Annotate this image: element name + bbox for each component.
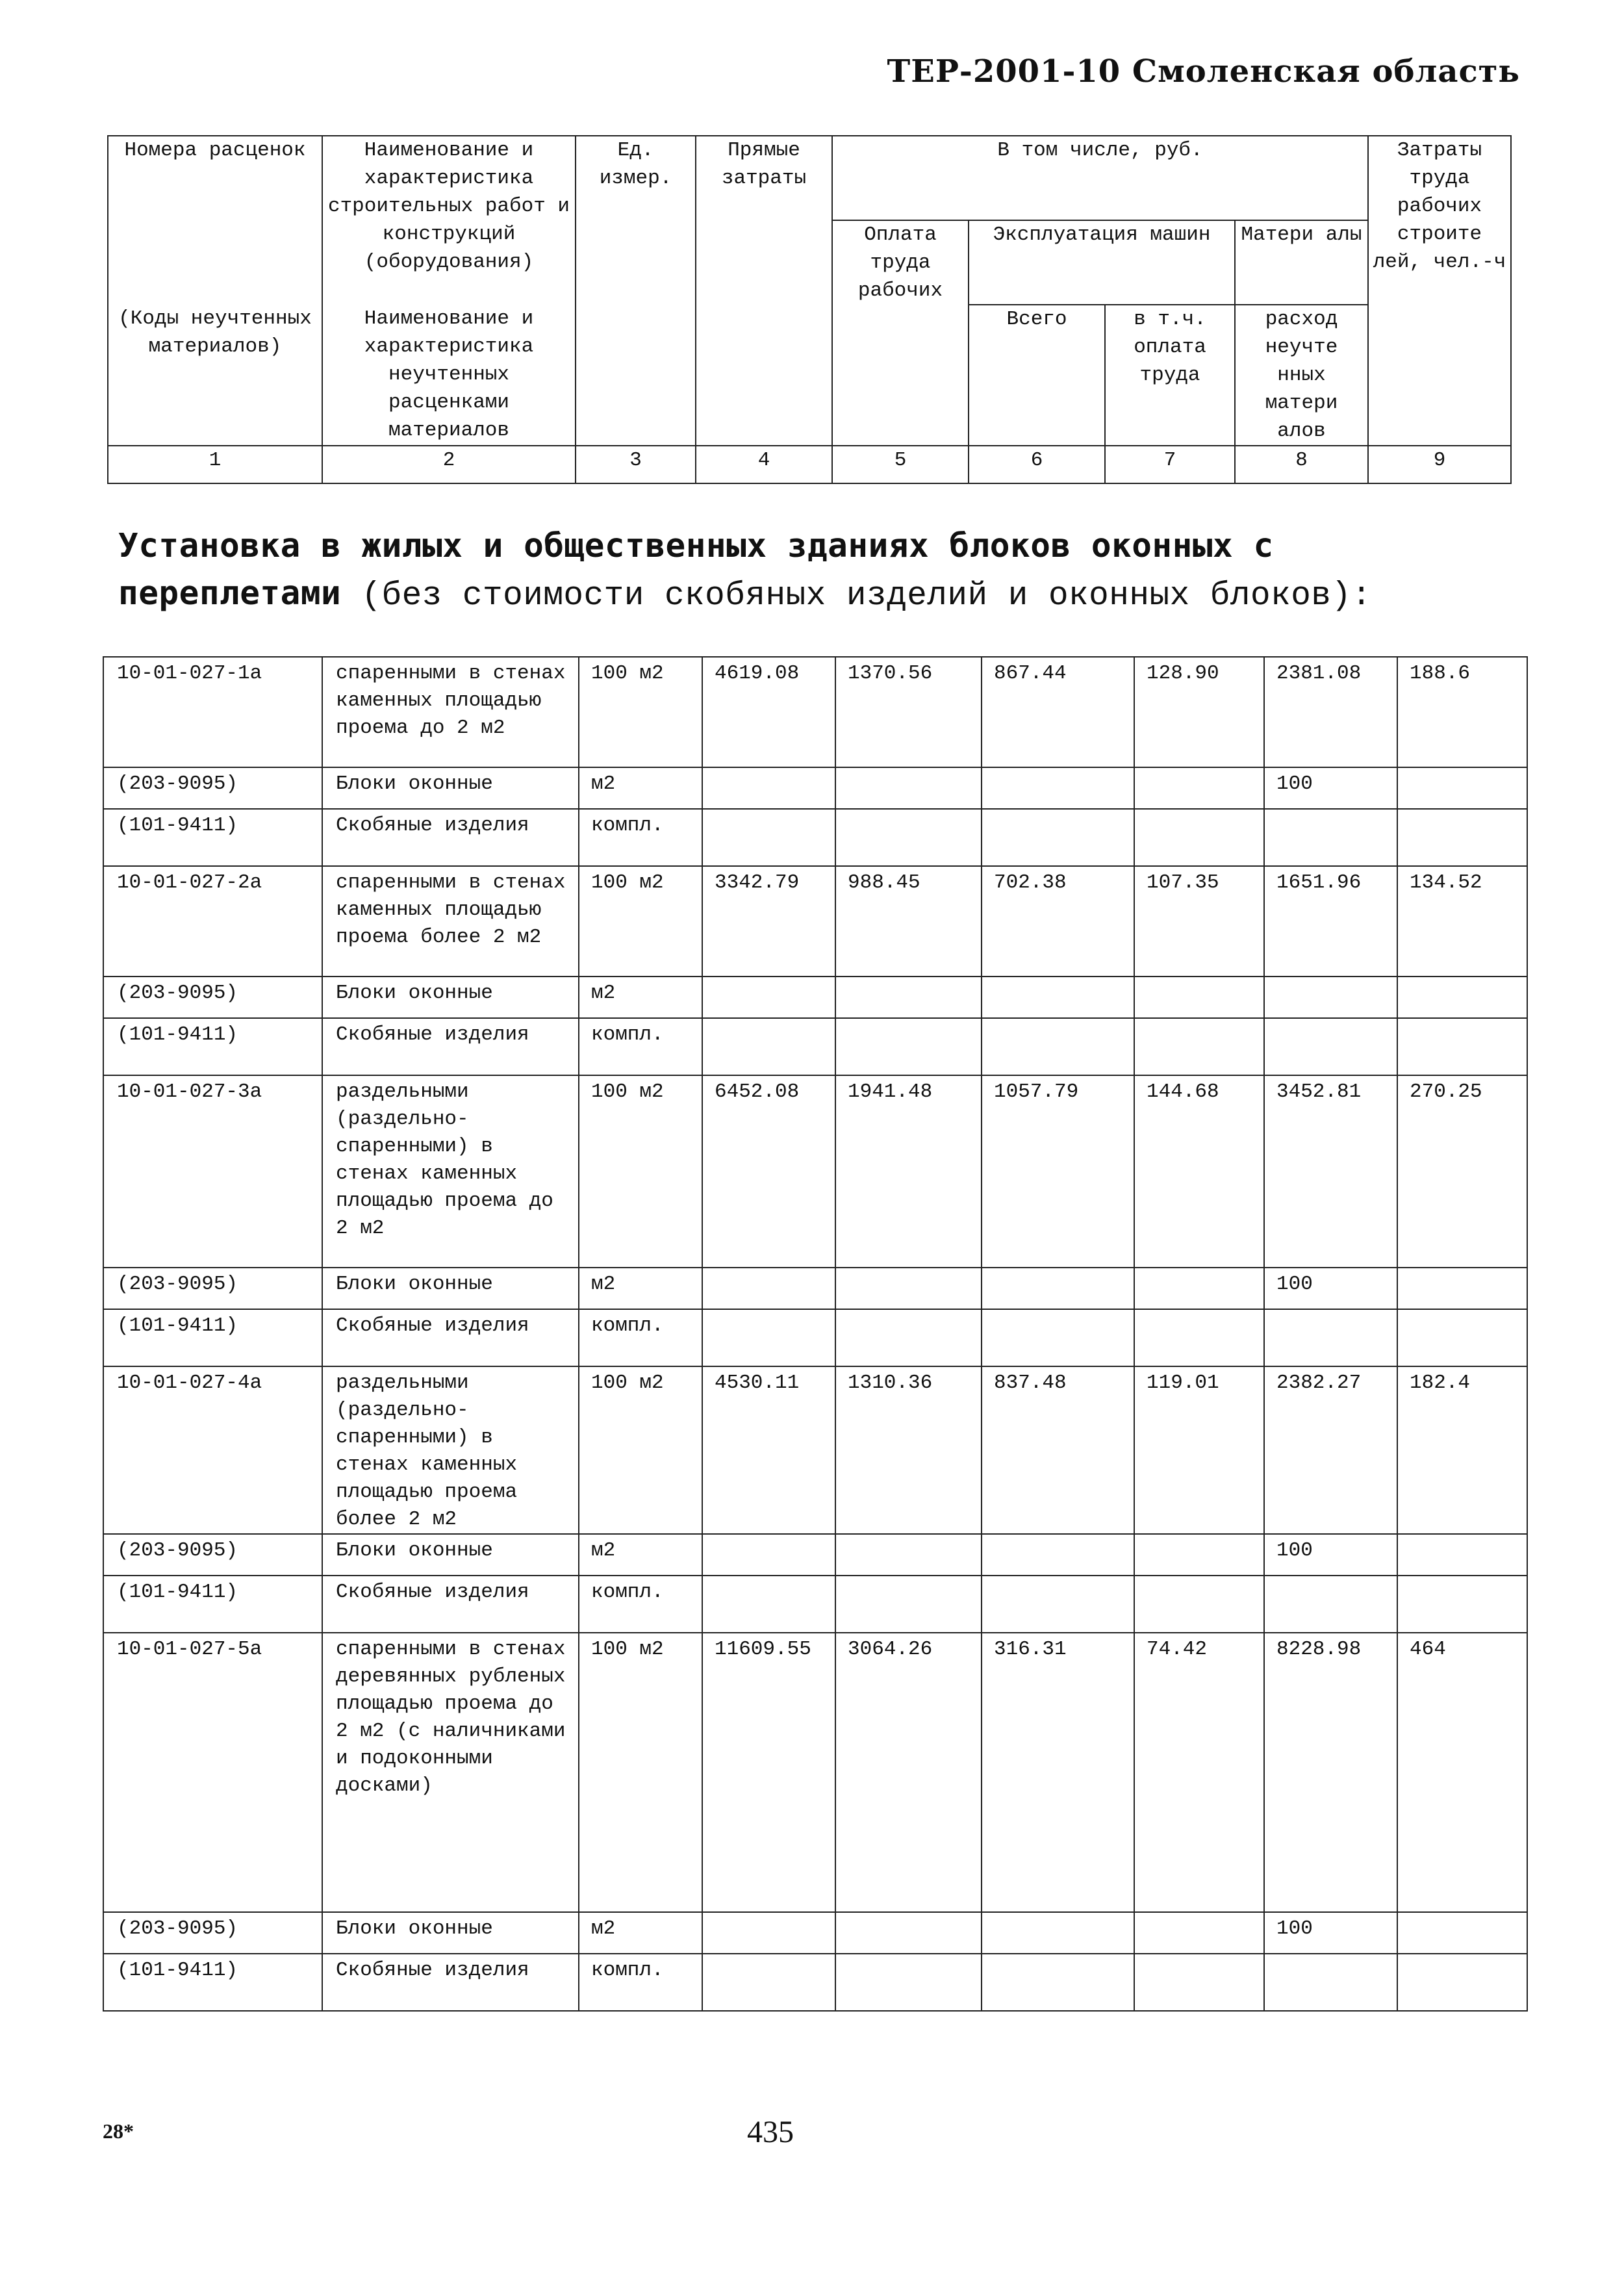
col-number: 7 [1105,446,1235,483]
col6-header: Всего [969,305,1105,446]
cell-code: (203-9095) [103,977,322,1018]
cell-labor: 1310.36 [835,1366,982,1534]
cell-machines-labor [1134,1018,1264,1075]
cell-code: (203-9095) [103,767,322,809]
section-title-note: (без стоимости скобяных изделий и оконных блоков): [341,578,1372,615]
cell-name: раздельными (раздельно-спаренными) в стенах каменных площадью проема более 2 м2 [322,1366,579,1534]
rate-row [103,866,1527,977]
rates-table-body [103,657,1527,2011]
col8-header: Матери алы [1235,220,1368,305]
cell-direct: 3342.79 [702,866,835,977]
cell-materials [1264,1018,1397,1075]
cell-labor: 988.45 [835,866,982,977]
cell-unit: м2 [579,977,702,1018]
cell-direct: 6452.08 [702,1075,835,1268]
cell-labor [835,809,982,866]
cell-name: Скобяные изделия [322,1576,579,1633]
cell-hours [1397,1268,1527,1309]
cell-materials: 2382.27 [1264,1366,1397,1534]
cell-unit: компл. [579,1018,702,1075]
cell-direct [702,809,835,866]
cell-machines [982,1576,1134,1633]
cell-materials [1264,809,1397,866]
cell-hours [1397,1912,1527,1954]
cell-name: Блоки оконные [322,977,579,1018]
cell-machines-labor: 119.01 [1134,1366,1264,1534]
cell-unit: компл. [579,1309,702,1366]
col2-subheader: Наименование и характеристика неучтенных расценками материалов [322,305,576,446]
cell-unit: компл. [579,809,702,866]
cell-code: (101-9411) [103,1576,322,1633]
cell-unit: 100 м2 [579,1633,702,1912]
cell-name: раздельными (раздельно-спаренными) в стенах каменных площадью проема до 2 м2 [322,1075,579,1268]
cell-labor [835,1534,982,1576]
cell-name: Скобяные изделия [322,809,579,866]
col5-header: Оплата труда рабочих [832,220,969,446]
cell-code: (203-9095) [103,1912,322,1954]
rates-table [103,656,1528,2012]
col-number: 3 [576,446,696,483]
cell-machines-labor: 74.42 [1134,1633,1264,1912]
cell-direct: 4530.11 [702,1366,835,1534]
material-row [103,1912,1527,1954]
cell-unit: м2 [579,1912,702,1954]
cell-name: Блоки оконные [322,1534,579,1576]
cell-labor [835,1309,982,1366]
cell-unit: компл. [579,1954,702,2011]
col-number: 8 [1235,446,1368,483]
cell-machines-labor: 144.68 [1134,1075,1264,1268]
cell-labor: 3064.26 [835,1633,982,1912]
cell-machines-labor: 128.90 [1134,657,1264,767]
cell-direct [702,1912,835,1954]
col1-header: Номера расценок [108,136,322,305]
cell-machines [982,1309,1134,1366]
cell-name: Блоки оконные [322,767,579,809]
cell-name: Скобяные изделия [322,1309,579,1366]
cell-machines [982,977,1134,1018]
cell-machines-labor: 107.35 [1134,866,1264,977]
cell-code: (101-9411) [103,1954,322,2011]
rate-row [103,1633,1527,1912]
page-title: ТЕР-2001-10 Смоленская область [887,53,1520,90]
cell-direct [702,977,835,1018]
cell-labor [835,977,982,1018]
cell-unit: 100 м2 [579,1366,702,1534]
rate-row [103,1075,1527,1268]
cell-materials: 100 [1264,767,1397,809]
cell-hours: 464 [1397,1633,1527,1912]
material-row [103,977,1527,1018]
cell-code: 10-01-027-4а [103,1366,322,1534]
material-row [103,1309,1527,1366]
col7-header: в т.ч. оплата труда [1105,305,1235,446]
cell-machines: 702.38 [982,866,1134,977]
cell-name: Блоки оконные [322,1268,579,1309]
cell-machines: 316.31 [982,1633,1134,1912]
cell-name: Блоки оконные [322,1912,579,1954]
cell-hours [1397,1954,1527,2011]
cell-code: (203-9095) [103,1534,322,1576]
cell-hours [1397,977,1527,1018]
cell-machines [982,767,1134,809]
cell-machines-labor [1134,1576,1264,1633]
cell-name: Скобяные изделия [322,1018,579,1075]
cell-name: Скобяные изделия [322,1954,579,2011]
cell-labor [835,1576,982,1633]
rate-row [103,1366,1527,1534]
cell-labor [835,1912,982,1954]
material-row [103,1534,1527,1576]
cell-code: 10-01-027-5а [103,1633,322,1912]
cell-hours: 182.4 [1397,1366,1527,1534]
cell-materials: 1651.96 [1264,866,1397,977]
cell-hours [1397,1309,1527,1366]
cell-materials [1264,1954,1397,2011]
cell-hours: 188.6 [1397,657,1527,767]
cell-machines [982,1954,1134,2011]
cell-unit: м2 [579,767,702,809]
cell-labor [835,1954,982,2011]
cell-labor [835,1018,982,1075]
col-number: 4 [696,446,832,483]
cell-direct: 11609.55 [702,1633,835,1912]
cell-direct [702,1268,835,1309]
col-number: 9 [1368,446,1511,483]
cell-machines [982,809,1134,866]
cell-labor [835,767,982,809]
cell-direct [702,1309,835,1366]
cell-machines [982,1268,1134,1309]
cell-machines: 1057.79 [982,1075,1134,1268]
cell-hours: 134.52 [1397,866,1527,977]
cell-machines-labor [1134,1534,1264,1576]
cell-code: (101-9411) [103,809,322,866]
cell-hours [1397,767,1527,809]
col-number: 5 [832,446,969,483]
cell-code: 10-01-027-2а [103,866,322,977]
cell-name: спаренными в стенах деревянных рубленых площадью проема до 2 м2 (с наличниками и подоконными досками) [322,1633,579,1912]
material-row [103,1576,1527,1633]
material-row [103,809,1527,866]
cell-machines-labor [1134,1268,1264,1309]
cell-code: (101-9411) [103,1309,322,1366]
column-header-table [107,135,1512,484]
cell-machines [982,1534,1134,1576]
cell-hours: 270.25 [1397,1075,1527,1268]
cell-materials: 100 [1264,1534,1397,1576]
cell-materials [1264,977,1397,1018]
material-row [103,1018,1527,1075]
cell-hours [1397,1576,1527,1633]
section-title [118,524,1508,619]
cell-machines-labor [1134,977,1264,1018]
cell-machines: 867.44 [982,657,1134,767]
material-row [103,1954,1527,2011]
cell-direct [702,1576,835,1633]
cell-materials: 100 [1264,1912,1397,1954]
cell-machines-labor [1134,1309,1264,1366]
col-number: 6 [969,446,1105,483]
cell-materials: 3452.81 [1264,1075,1397,1268]
col9-header: Затраты труда рабочих строите лей, чел.-ч [1368,136,1511,446]
cell-name: спаренными в стенах каменных площадью проема более 2 м2 [322,866,579,977]
cell-unit: 100 м2 [579,1075,702,1268]
cell-unit: 100 м2 [579,657,702,767]
material-row [103,1268,1527,1309]
cell-labor: 1370.56 [835,657,982,767]
rate-row [103,657,1527,767]
col4-header: Прямые затраты [696,136,832,446]
cell-unit: 100 м2 [579,866,702,977]
cell-materials: 2381.08 [1264,657,1397,767]
cell-unit: компл. [579,1576,702,1633]
cell-machines [982,1018,1134,1075]
cell-machines-labor [1134,1954,1264,2011]
page-number: 435 [747,2115,794,2149]
material-row [103,767,1527,809]
cell-materials [1264,1309,1397,1366]
section-title-bold: Установка в жилых и общественных зданиях блоков оконных с переплетами [118,527,1274,613]
col2-header: Наименование и характеристика строительных работ и конструкций (оборудования) [322,136,576,305]
cell-hours [1397,1534,1527,1576]
col8-subheader: расход неучте нных матери алов [1235,305,1368,446]
cell-machines-labor [1134,767,1264,809]
cell-labor [835,1268,982,1309]
cell-direct [702,767,835,809]
sheet-mark: 28* [103,2119,134,2143]
cell-machines: 837.48 [982,1366,1134,1534]
cell-unit: м2 [579,1268,702,1309]
cell-unit: м2 [579,1534,702,1576]
cell-code: (203-9095) [103,1268,322,1309]
cell-materials: 8228.98 [1264,1633,1397,1912]
col-number: 2 [322,446,576,483]
col-number: 1 [108,446,322,483]
cell-code: (101-9411) [103,1018,322,1075]
col3-header: Ед. измер. [576,136,696,446]
cell-labor: 1941.48 [835,1075,982,1268]
col6-group-header: Эксплуатация машин [969,220,1235,305]
cell-direct: 4619.08 [702,657,835,767]
cell-direct [702,1534,835,1576]
cell-hours [1397,1018,1527,1075]
cell-code: 10-01-027-3а [103,1075,322,1268]
cell-machines [982,1912,1134,1954]
cell-direct [702,1018,835,1075]
cell-machines-labor [1134,1912,1264,1954]
cell-materials [1264,1576,1397,1633]
cell-code: 10-01-027-1а [103,657,322,767]
cell-machines-labor [1134,809,1264,866]
cell-hours [1397,809,1527,866]
cell-name: спаренными в стенах каменных площадью проема до 2 м2 [322,657,579,767]
cell-materials: 100 [1264,1268,1397,1309]
group-header: В том числе, руб. [832,136,1368,220]
col1-subheader: (Коды неучтенных материалов) [108,305,322,446]
cell-direct [702,1954,835,2011]
